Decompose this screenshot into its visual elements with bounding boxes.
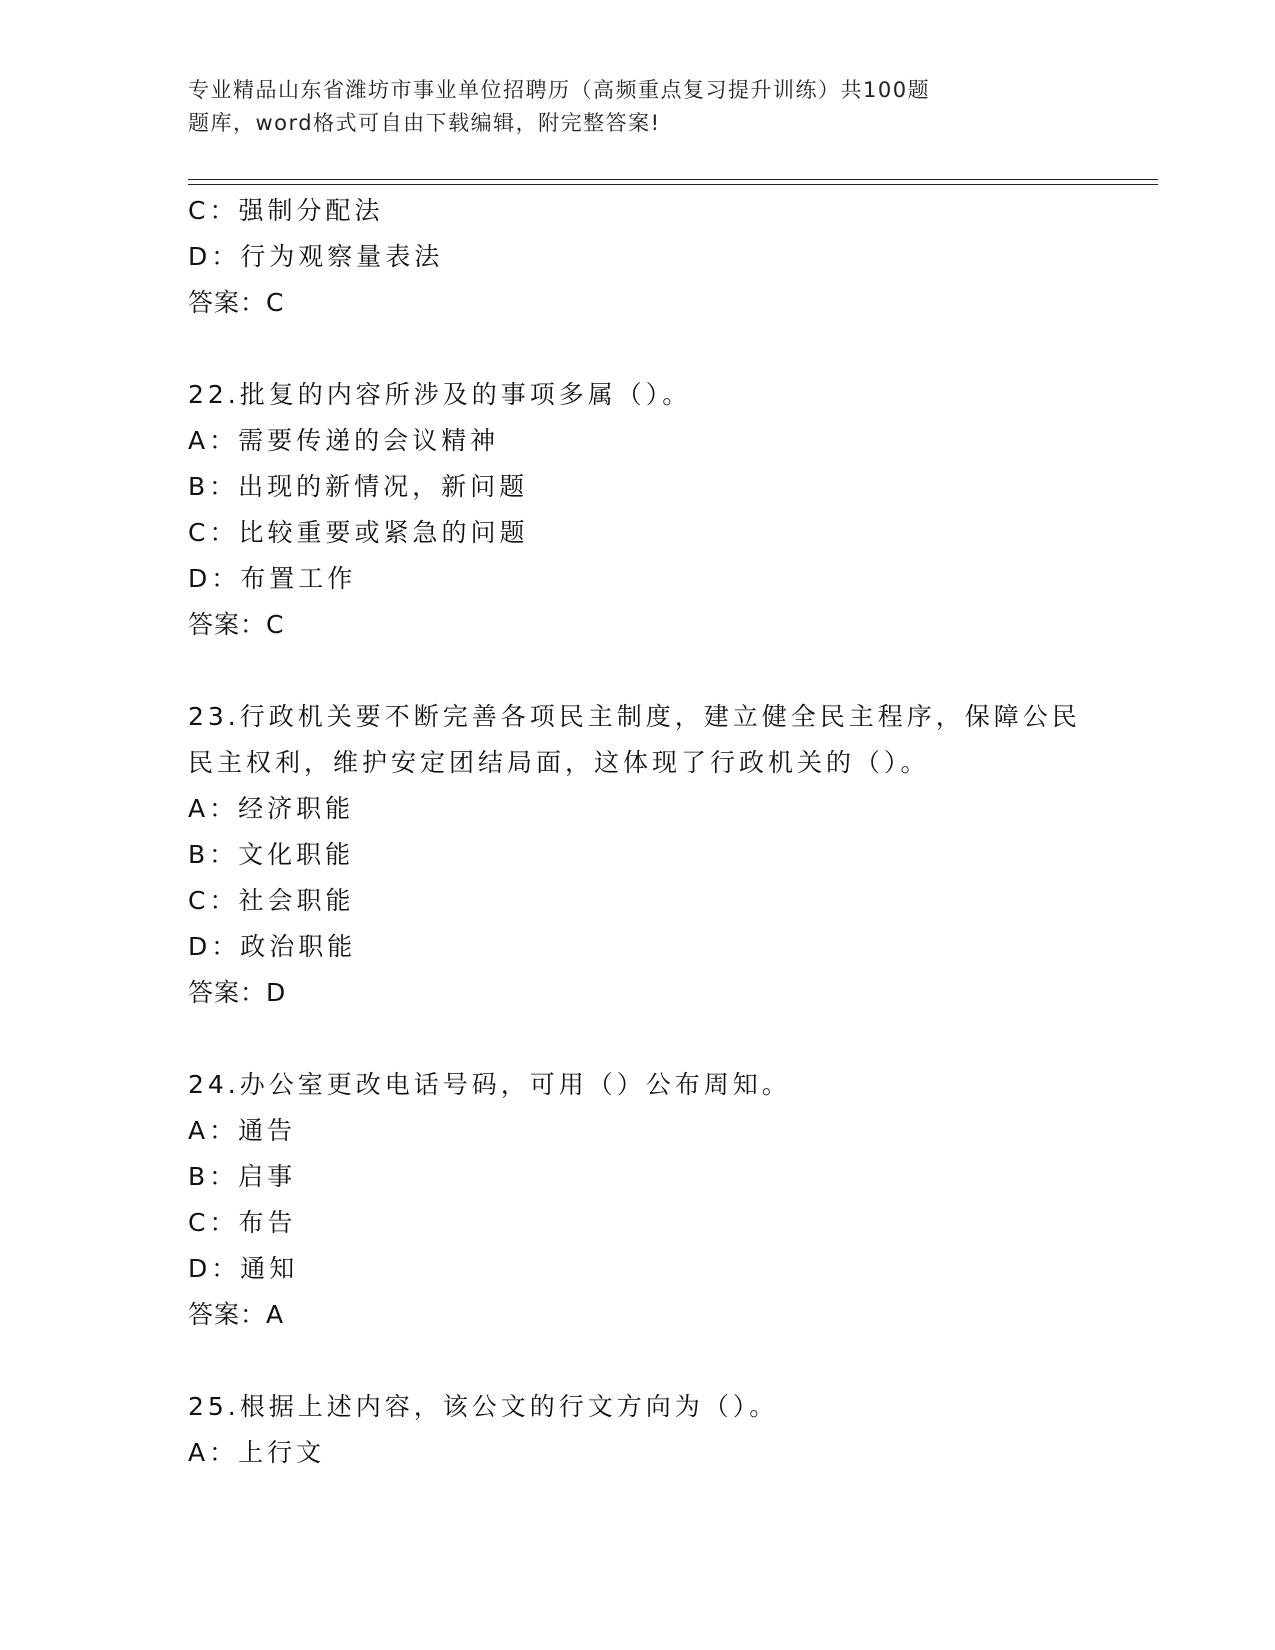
question-block: [188, 694, 1088, 1016]
question-block: [188, 1384, 1088, 1476]
option-d: D：政治职能: [188, 932, 357, 961]
option-c: C：强制分配法: [188, 196, 384, 225]
option-a: A：通告: [188, 1116, 297, 1145]
option-a: A：经济职能: [188, 794, 355, 823]
option-c: C：比较重要或紧急的问题: [188, 518, 529, 547]
question-text: 22.批复的内容所涉及的事项多属（）。: [188, 380, 692, 409]
question-text-line-1: 23.行政机关要不断完善各项民主制度，建立健全民主程序，保障公民: [188, 702, 1081, 731]
document-header: [188, 74, 1048, 140]
option-a: A：上行文: [188, 1438, 326, 1467]
option-a: A：需要传递的会议精神: [188, 426, 500, 455]
question-block: [188, 372, 1088, 648]
header-line-2: 题库，word格式可自由下载编辑，附完整答案!: [188, 111, 661, 135]
option-d: D：行为观察量表法: [188, 242, 444, 271]
header-rule-top: [188, 179, 1158, 180]
spacer: [188, 648, 1088, 694]
answer-line: 答案：A: [188, 1300, 285, 1329]
question-text: 24.办公室更改电话号码，可用（）公布周知。: [188, 1070, 791, 1099]
option-d: D：布置工作: [188, 564, 357, 593]
option-c: C：布告: [188, 1208, 297, 1237]
question-block: [188, 1062, 1088, 1338]
answer-line: 答案：D: [188, 978, 287, 1007]
header-rule-bottom: [188, 184, 1158, 185]
option-b: B：文化职能: [188, 840, 355, 869]
option-c: C：社会职能: [188, 886, 355, 915]
spacer: [188, 326, 1088, 372]
question-text-line-2: 民主权利，维护安定团结局面，这体现了行政机关的（）。: [188, 748, 930, 777]
answer-line: 答案：C: [188, 288, 285, 317]
header-line-1: 专业精品山东省潍坊市事业单位招聘历（高频重点复习提升训练）共100题: [188, 78, 931, 102]
option-b: B：出现的新情况，新问题: [188, 472, 529, 501]
question-content: [188, 188, 1088, 1476]
spacer: [188, 1338, 1088, 1384]
question-text: 25.根据上述内容，该公文的行文方向为（）。: [188, 1392, 779, 1421]
spacer: [188, 1016, 1088, 1062]
answer-line: 答案：C: [188, 610, 285, 639]
option-d: D：通知: [188, 1254, 299, 1283]
question-block: [188, 188, 1088, 326]
option-b: B：启事: [188, 1162, 297, 1191]
